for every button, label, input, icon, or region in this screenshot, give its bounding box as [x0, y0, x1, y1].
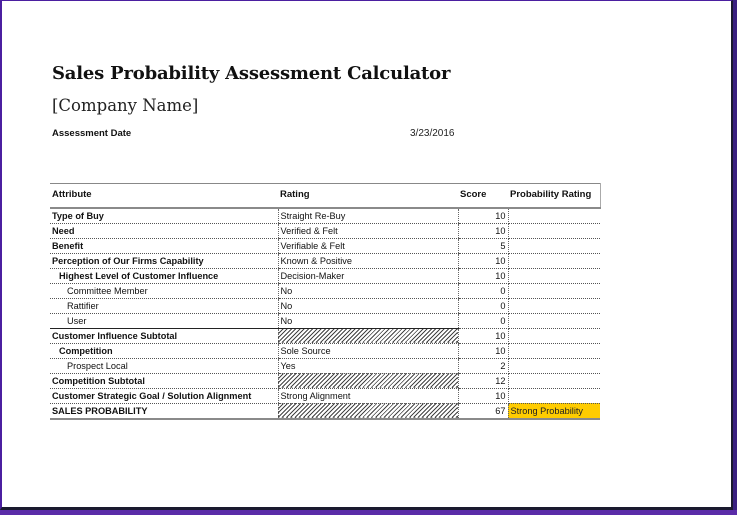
- attribute-cell: Committee Member: [50, 283, 278, 298]
- rating-select[interactable]: Verifiable & Felt: [278, 238, 458, 253]
- rating-cell-hatched: [278, 403, 458, 419]
- probability-cell: [508, 208, 600, 224]
- attribute-cell: Benefit: [50, 238, 278, 253]
- probability-cell: [508, 283, 600, 298]
- attribute-cell: Competition Subtotal: [50, 373, 278, 388]
- score-cell: 10: [458, 343, 508, 358]
- score-cell: 5: [458, 238, 508, 253]
- score-cell: 2: [458, 358, 508, 373]
- assessment-table: [50, 183, 601, 420]
- probability-cell: [508, 388, 600, 403]
- score-cell: 10: [458, 268, 508, 283]
- rating-select[interactable]: Known & Positive: [278, 253, 458, 268]
- probability-cell: [508, 313, 600, 328]
- attribute-cell: User: [50, 313, 278, 328]
- probability-cell: [508, 238, 600, 253]
- probability-cell: [508, 268, 600, 283]
- window-border-bottom: [0, 510, 737, 515]
- header-rating: Rating: [278, 184, 458, 208]
- table-row: [50, 358, 600, 373]
- table-row: [50, 343, 600, 358]
- company-name-field[interactable]: [Company Name]: [52, 96, 199, 115]
- attribute-cell: Perception of Our Firms Capability: [50, 253, 278, 268]
- probability-cell: [508, 223, 600, 238]
- rating-select[interactable]: Strong Alignment: [278, 388, 458, 403]
- score-cell: 12: [458, 373, 508, 388]
- rating-select[interactable]: Straight Re-Buy: [278, 208, 458, 224]
- score-cell: 10: [458, 328, 508, 343]
- probability-cell: [508, 298, 600, 313]
- attribute-cell: Need: [50, 223, 278, 238]
- table-row: [50, 268, 600, 283]
- probability-cell: [508, 358, 600, 373]
- probability-cell: [508, 253, 600, 268]
- header-attribute: Attribute: [50, 184, 278, 208]
- attribute-cell: Type of Buy: [50, 208, 278, 224]
- table-row: [50, 208, 600, 224]
- table-row: [50, 253, 600, 268]
- attribute-cell: Customer Influence Subtotal: [50, 328, 278, 343]
- assessment-date-value[interactable]: 3/23/2016: [410, 128, 455, 139]
- table-row: [50, 223, 600, 238]
- rating-cell-hatched: [278, 373, 458, 388]
- rating-select[interactable]: No: [278, 283, 458, 298]
- score-cell: 10: [458, 223, 508, 238]
- probability-rating-badge: Strong Probability: [508, 403, 600, 419]
- table-row: [50, 313, 600, 328]
- table-row: [50, 238, 600, 253]
- table-header-row: [50, 184, 600, 208]
- attribute-cell: Rattifier: [50, 298, 278, 313]
- score-cell: 10: [458, 388, 508, 403]
- score-cell: 10: [458, 253, 508, 268]
- attribute-cell: SALES PROBABILITY: [50, 403, 278, 419]
- table-row: [50, 298, 600, 313]
- probability-cell: [508, 328, 600, 343]
- subtotal-row: [50, 373, 600, 388]
- score-cell: 10: [458, 208, 508, 224]
- total-row: [50, 403, 600, 419]
- table-row: [50, 388, 600, 403]
- attribute-cell: Customer Strategic Goal / Solution Alignment: [50, 388, 278, 403]
- total-score-cell: 67: [458, 403, 508, 419]
- rating-select[interactable]: Sole Source: [278, 343, 458, 358]
- score-cell: 0: [458, 298, 508, 313]
- subtotal-row: [50, 328, 600, 343]
- rating-select[interactable]: Yes: [278, 358, 458, 373]
- attribute-cell: Prospect Local: [50, 358, 278, 373]
- probability-cell: [508, 343, 600, 358]
- attribute-cell: Competition: [50, 343, 278, 358]
- rating-select[interactable]: Verified & Felt: [278, 223, 458, 238]
- header-probability: Probability Rating: [508, 184, 600, 208]
- table-row: [50, 283, 600, 298]
- probability-cell: [508, 373, 600, 388]
- score-cell: 0: [458, 313, 508, 328]
- attribute-cell: Highest Level of Customer Influence: [50, 268, 278, 283]
- rating-select[interactable]: No: [278, 298, 458, 313]
- score-cell: 0: [458, 283, 508, 298]
- header-score: Score: [458, 184, 508, 208]
- rating-select[interactable]: Decision-Maker: [278, 268, 458, 283]
- assessment-date-label: Assessment Date: [52, 128, 132, 139]
- rating-select[interactable]: No: [278, 313, 458, 328]
- window-border-right: [733, 0, 737, 515]
- page-title: Sales Probability Assessment Calculator: [52, 63, 451, 84]
- rating-cell-hatched: [278, 328, 458, 343]
